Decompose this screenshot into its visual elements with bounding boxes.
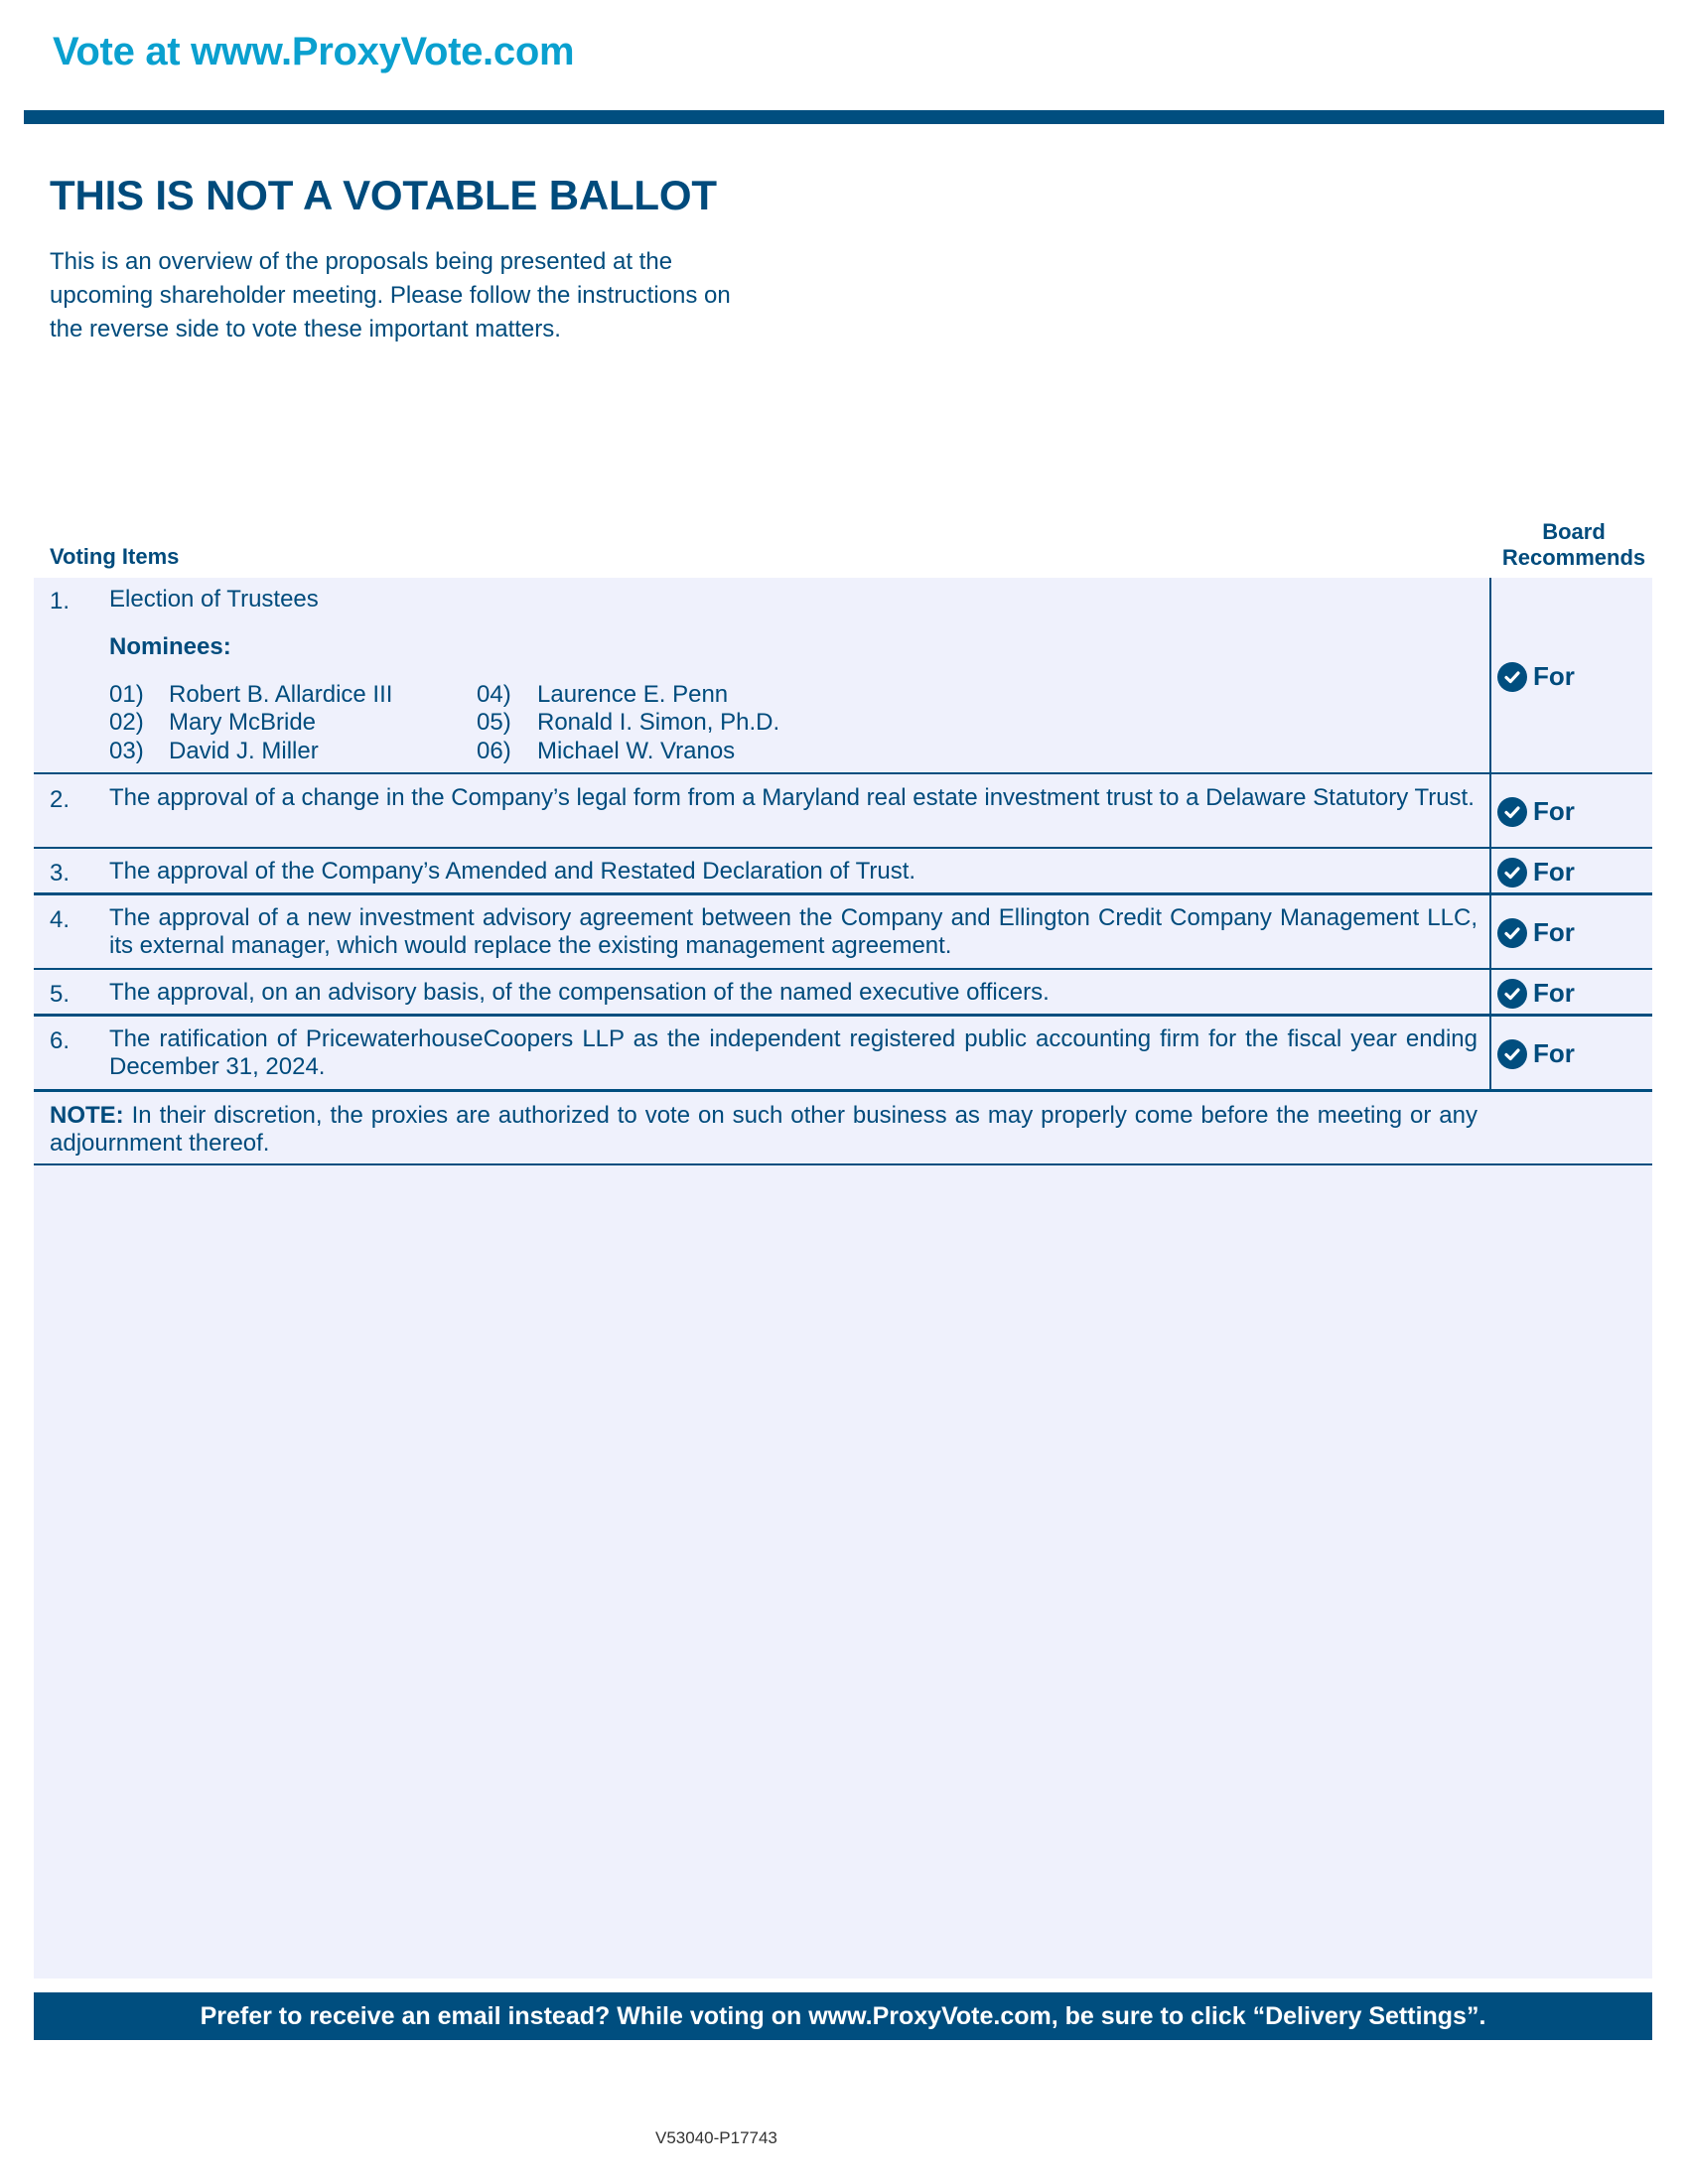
nominee-name: Mary McBride [169, 709, 317, 736]
intro-line: the reverse side to vote these important matters. [50, 316, 561, 342]
column-header-voting-items: Voting Items [50, 544, 180, 569]
recommendation-label: For [1533, 661, 1575, 691]
row-divider [34, 968, 1652, 970]
nominee-code: 06) [477, 738, 511, 764]
row-divider [34, 892, 1652, 895]
column-header-line: Recommends [1501, 545, 1646, 570]
nominees-label: Nominees: [109, 633, 231, 660]
nominee-name: Michael W. Vranos [537, 738, 736, 764]
item-number: 6. [50, 1027, 70, 1054]
item-text: The ratification of PricewaterhouseCoopers LLP as the independent registered public accounting firm for the fiscal year ending December 31, 2024. [109, 1025, 1477, 1080]
document-code: V53040-P17743 [655, 2128, 777, 2147]
board-recommendation [1497, 917, 1575, 948]
row-divider [34, 1089, 1652, 1092]
recommendation-label: For [1533, 1038, 1575, 1068]
board-recommendation [1497, 661, 1575, 692]
check-circle-icon [1497, 979, 1527, 1009]
email-delivery-banner [34, 1992, 1652, 2040]
nominee-code: 05) [477, 709, 511, 736]
board-recommendation [1497, 857, 1575, 887]
nominee-code: 02) [109, 709, 144, 736]
intro-line: upcoming shareholder meeting. Please follow the instructions on [50, 282, 731, 309]
nominee-name: David J. Miller [169, 738, 319, 764]
note-text: In their discretion, the proxies are authorized to vote on such other business as may properly come before the meeting or any adjournment thereof. [50, 1102, 1477, 1157]
recommendation-label: For [1533, 857, 1575, 887]
nominee-name: Robert B. Allardice III [169, 681, 393, 708]
item-number: 5. [50, 981, 70, 1008]
item-text: The approval of a new investment advisory agreement between the Company and Ellington Credit Company Management LLC, its external manager, which would replace the existing management agreement. [109, 904, 1477, 959]
recommendation-label: For [1533, 978, 1575, 1008]
board-recommendation [1497, 1038, 1575, 1069]
item-text: The approval of a change in the Company’s legal form from a Maryland real estate investment trust to a Delaware Statutory Trust. [109, 784, 1475, 811]
nominee-name: Ronald I. Simon, Ph.D. [537, 709, 780, 736]
column-header-line: Board [1542, 519, 1606, 544]
intro-paragraph [50, 245, 844, 346]
nominee-name: Laurence E. Penn [537, 681, 729, 708]
row-divider [34, 772, 1652, 774]
item-text: The approval, on an advisory basis, of the compensation of the named executive officers. [109, 979, 1050, 1006]
nominee-code: 04) [477, 681, 511, 708]
column-header-board-recommends [1494, 519, 1653, 571]
row-divider [34, 847, 1652, 849]
recommendation-label: For [1533, 917, 1575, 947]
nominee-code: 01) [109, 681, 144, 708]
item-number: 3. [50, 860, 70, 887]
recommendation-label: For [1533, 796, 1575, 826]
item-number: 1. [50, 588, 70, 614]
item-number: 2. [50, 786, 70, 813]
top-divider-bar [24, 110, 1664, 124]
check-circle-icon [1497, 662, 1527, 692]
row-divider [34, 1014, 1652, 1017]
intro-line: This is an overview of the proposals being presented at the [50, 248, 673, 275]
email-delivery-text: Prefer to receive an email instead? While voting on www.ProxyVote.com, be sure to click “Delivery Settings”. [200, 2001, 1486, 2030]
nominee-code: 03) [109, 738, 144, 764]
check-circle-icon [1497, 1039, 1527, 1069]
item-number: 4. [50, 906, 70, 933]
row-divider [34, 1163, 1652, 1165]
board-recommendation [1497, 796, 1575, 827]
page-title: THIS IS NOT A VOTABLE BALLOT [50, 172, 717, 218]
proxyvote-headline: Vote at www.ProxyVote.com [53, 30, 575, 73]
item-text: Election of Trustees [109, 586, 319, 613]
note-label: NOTE: [50, 1102, 124, 1129]
board-recommendation [1497, 978, 1575, 1009]
check-circle-icon [1497, 797, 1527, 827]
note-paragraph [50, 1102, 1477, 1158]
item-text: The approval of the Company’s Amended and Restated Declaration of Trust. [109, 858, 916, 885]
check-circle-icon [1497, 858, 1527, 887]
check-circle-icon [1497, 918, 1527, 948]
